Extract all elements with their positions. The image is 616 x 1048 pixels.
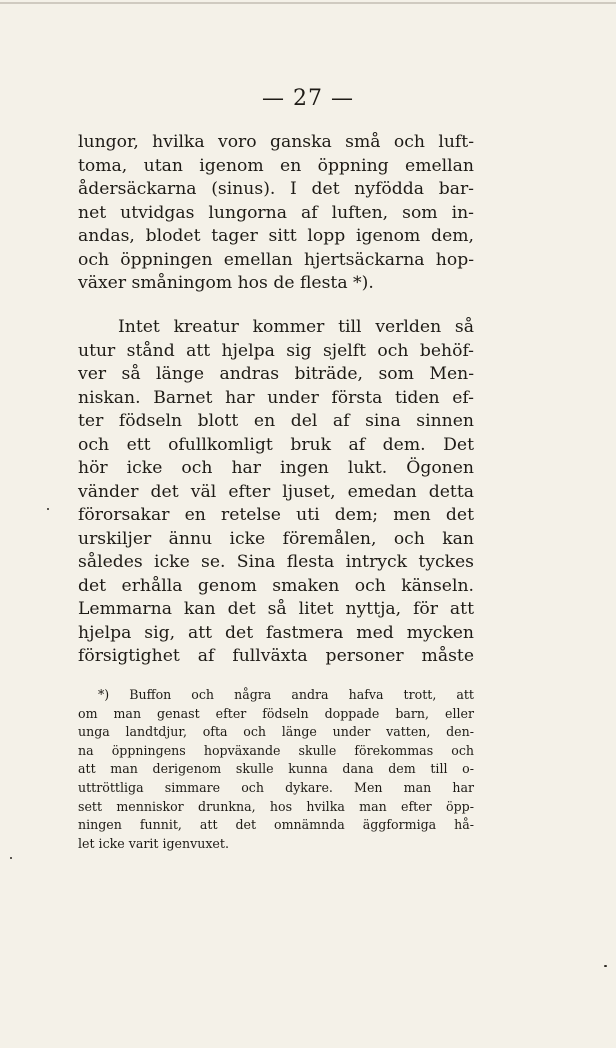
text-line: och öppningen emellan hjertsäckarna hop- — [78, 249, 474, 270]
text-line: det erhålla genom smaken och känseln. — [78, 575, 474, 596]
text-line: förorsakar en retelse uti dem; men det — [78, 505, 474, 525]
footnote-line: na öppningens hopväxande skulle förekommas och — [78, 742, 474, 758]
text-line: utur stånd att hjelpa sig sjelft och behöf- — [78, 340, 474, 361]
paragraph-1 — [78, 131, 474, 296]
footnote-line: unga landtdjur, ofta och länge under vatten, den- — [78, 724, 474, 740]
text-line: växer småningom hos de flesta *). — [78, 273, 374, 293]
text-line: ådersäckarna (sinus). I det nyfödda bar- — [78, 179, 474, 199]
footnote-line: uttröttliga simmare och dykare. Men man har — [78, 779, 474, 795]
text-line: vänder det väl efter ljuset, emedan detta — [78, 481, 474, 502]
text-line: urskiljer ännu icke föremålen, och kan — [78, 528, 474, 549]
text-line: Intet kreatur kommer till verlden så — [118, 317, 474, 337]
text-line: hör icke och har ingen lukt. Ögonen — [78, 458, 474, 478]
footnote-line: ningen funnit, att det omnämnda äggformiga hå- — [78, 817, 474, 833]
paper-speck — [47, 508, 49, 510]
paper-speck — [10, 857, 12, 859]
text-line: ver så länge andras biträde, som Men- — [78, 364, 474, 384]
footnote-line: sett menniskor drunkna, hos hvilka man efter öpp- — [78, 798, 474, 814]
paper-speck — [604, 965, 607, 967]
footnote-line: let icke varit igenvuxet. — [78, 835, 229, 851]
text-line: lungor, hvilka voro ganska små och luft- — [78, 132, 474, 152]
text-line: och ett ofullkomligt bruk af dem. Det — [78, 434, 474, 455]
footnote-line: att man derigenom skulle kunna dana dem till o- — [78, 761, 474, 777]
footnote — [78, 686, 474, 853]
text-line: toma, utan igenom en öppning emellan — [78, 155, 474, 176]
page-edge-rule — [0, 2, 616, 4]
paragraph-2 — [78, 316, 474, 669]
text-line: ter födseln blott en del af sina sinnen — [78, 411, 474, 431]
text-line: andas, blodet tager sitt lopp igenom dem, — [78, 226, 474, 246]
page-number: — 27 — — [262, 86, 354, 111]
text-line: net utvidgas lungorna af luften, som in- — [78, 202, 474, 223]
footnote-line: om man genast efter födseln doppade barn, eller — [78, 705, 474, 721]
footnote-line: *) Buffon och några andra hafva trott, att — [98, 687, 474, 702]
text-line: försigtighet af fullväxta personer måste — [78, 646, 474, 666]
text-line: således icke se. Sina flesta intryck tyckes — [78, 552, 474, 572]
text-line: Lemmarna kan det så litet nyttja, för att — [78, 599, 474, 619]
text-line: niskan. Barnet har under första tiden ef- — [78, 387, 474, 408]
text-line: hjelpa sig, att det fastmera med mycken — [78, 622, 474, 643]
